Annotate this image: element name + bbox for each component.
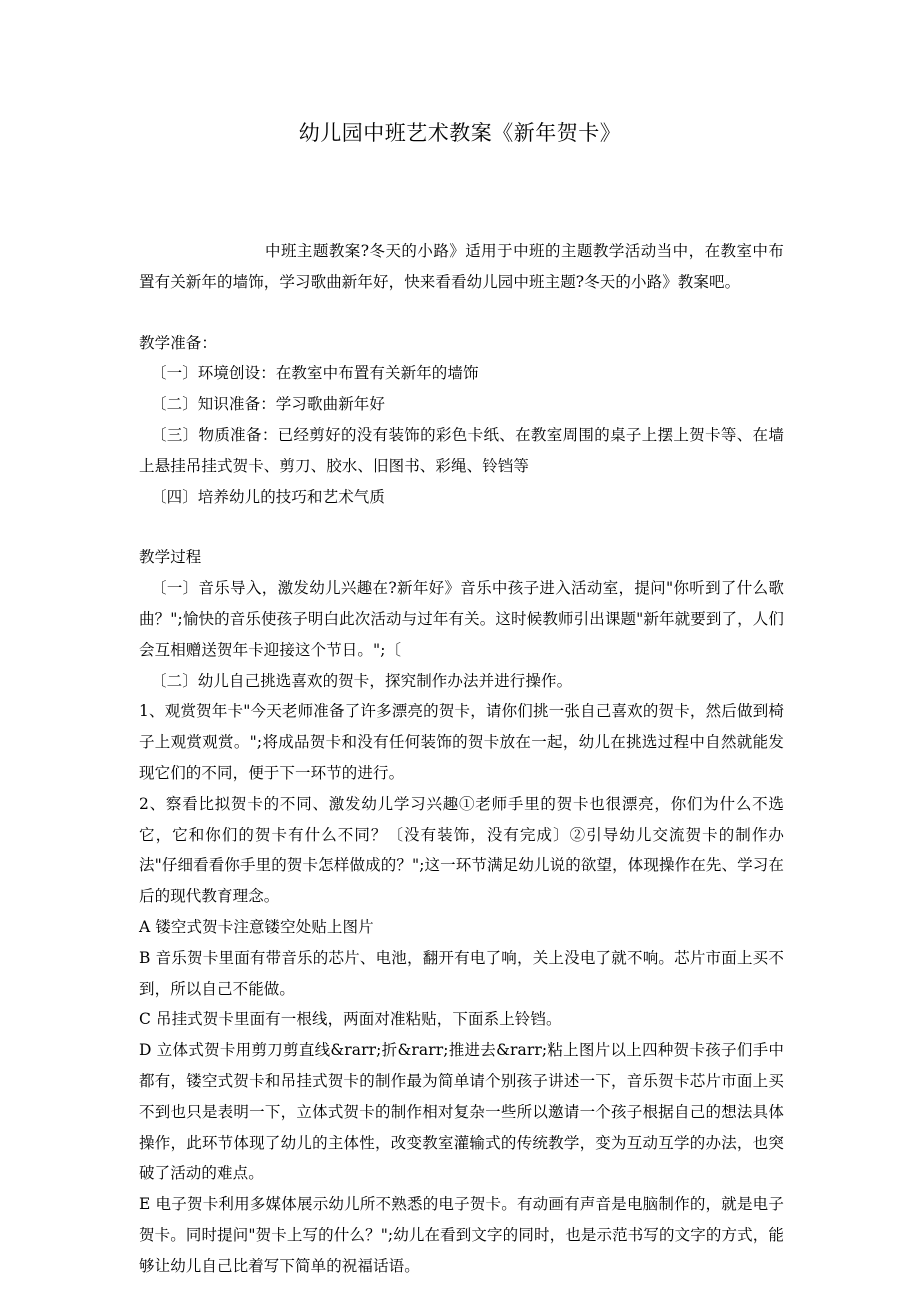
process-item-d: D 立体式贺卡用剪刀剪直线&rarr;折&rarr;推进去&rarr;粘上图片以上四种贺卡孩子们手中都有，镂空式贺卡和吊挂式贺卡的制作最为简单请个别孩子讲述一下，音乐贺卡芯片市面上买不到也只是表明一下，立体式贺卡的制作相对复杂一些所以邀请一个孩子根据自己的想法具体操作，此环节体现了幼儿的主体性，改变教室灌输式的传统教学，变为互动互学的办法，也突破了活动的难点。 [139,1041,784,1183]
preparation-item-1: 〔一〕环境创设：在教室中布置有关新年的墙饰 [151,364,479,383]
process-item-e: E 电子贺卡利用多媒体展示幼儿所不熟悉的电子贺卡。有动画有声音是电脑制作的，就是电子贺卡。同时提问"贺卡上写的什么？";幼儿在看到文字的同时，也是示范书写的文字的方式，能够让幼儿自己比着写下简单的祝福话语。 [139,1195,784,1275]
preparation-item-4: 〔四〕培养幼儿的技巧和艺术气质 [151,487,386,506]
process-item-2: 〔二〕幼儿自己挑选喜欢的贺卡，探究制作办法并进行操作。 [151,671,573,690]
document-body [139,236,784,1282]
process-item-b: B 音乐贺卡里面有带音乐的芯片、电池，翻开有电了响，关上没电了就不响。芯片市面上买不到，所以自己不能做。 [139,948,784,998]
intro-paragraph: 中班主题教案?冬天的小路》适用于中班的主题教学活动当中，在教室中布置有关新年的墙饰，学习歌曲新年好，快来看看幼儿园中班主题?冬天的小路》教案吧。 [139,242,784,291]
process-item-a: A 镂空式贺卡注意镂空处贴上图片 [139,917,374,936]
section-heading-process: 教学过程 [139,548,202,567]
preparation-item-2: 〔二〕知识准备：学习歌曲新年好 [151,395,386,414]
preparation-item-3: 〔三〕物质准备：已经剪好的没有装饰的彩色卡纸、在教室周围的桌子上摆上贺卡等、在墙上悬挂吊挂式贺卡、剪刀、胶水、旧图书、彩绳、铃铛等 [139,425,784,475]
process-item-c: C 吊挂式贺卡里面有一根线，两面对准粘贴，下面系上铃铛。 [139,1010,562,1029]
process-item-1: 〔一〕音乐导入，激发幼儿兴趣在?新年好》音乐中孩子进入活动室，提问"你听到了什么歌曲？";愉快的音乐使孩子明白此次活动与过年有关。这时候教师引出课题"新年就要到了，人们会互相赠送贺年卡迎接这个节日。";〔 [139,579,784,659]
process-item-3: 1、观赏贺年卡"今天老师准备了许多漂亮的贺卡，请你们挑一张自己喜欢的贺卡，然后做到椅子上观赏观赏。";将成品贺卡和没有任何装饰的贺卡放在一起，幼儿在挑选过程中自然就能发现它们的不同，便于下一环节的进行。 [139,702,784,782]
process-item-4: 2、察看比拟贺卡的不同、激发幼儿学习兴趣①老师手里的贺卡也很漂亮，你们为什么不选它，它和你们的贺卡有什么不同？〔没有装饰，没有完成〕②引导幼儿交流贺卡的制作办法"仔细看看你手里的贺卡怎样做成的？";这一环节满足幼儿说的欲望，体现操作在先、学习在后的现代教育理念。 [139,794,784,906]
section-heading-preparation: 教学准备： [139,333,218,352]
page-title: 幼儿园中班艺术教案《新年贺卡》 [298,121,622,146]
